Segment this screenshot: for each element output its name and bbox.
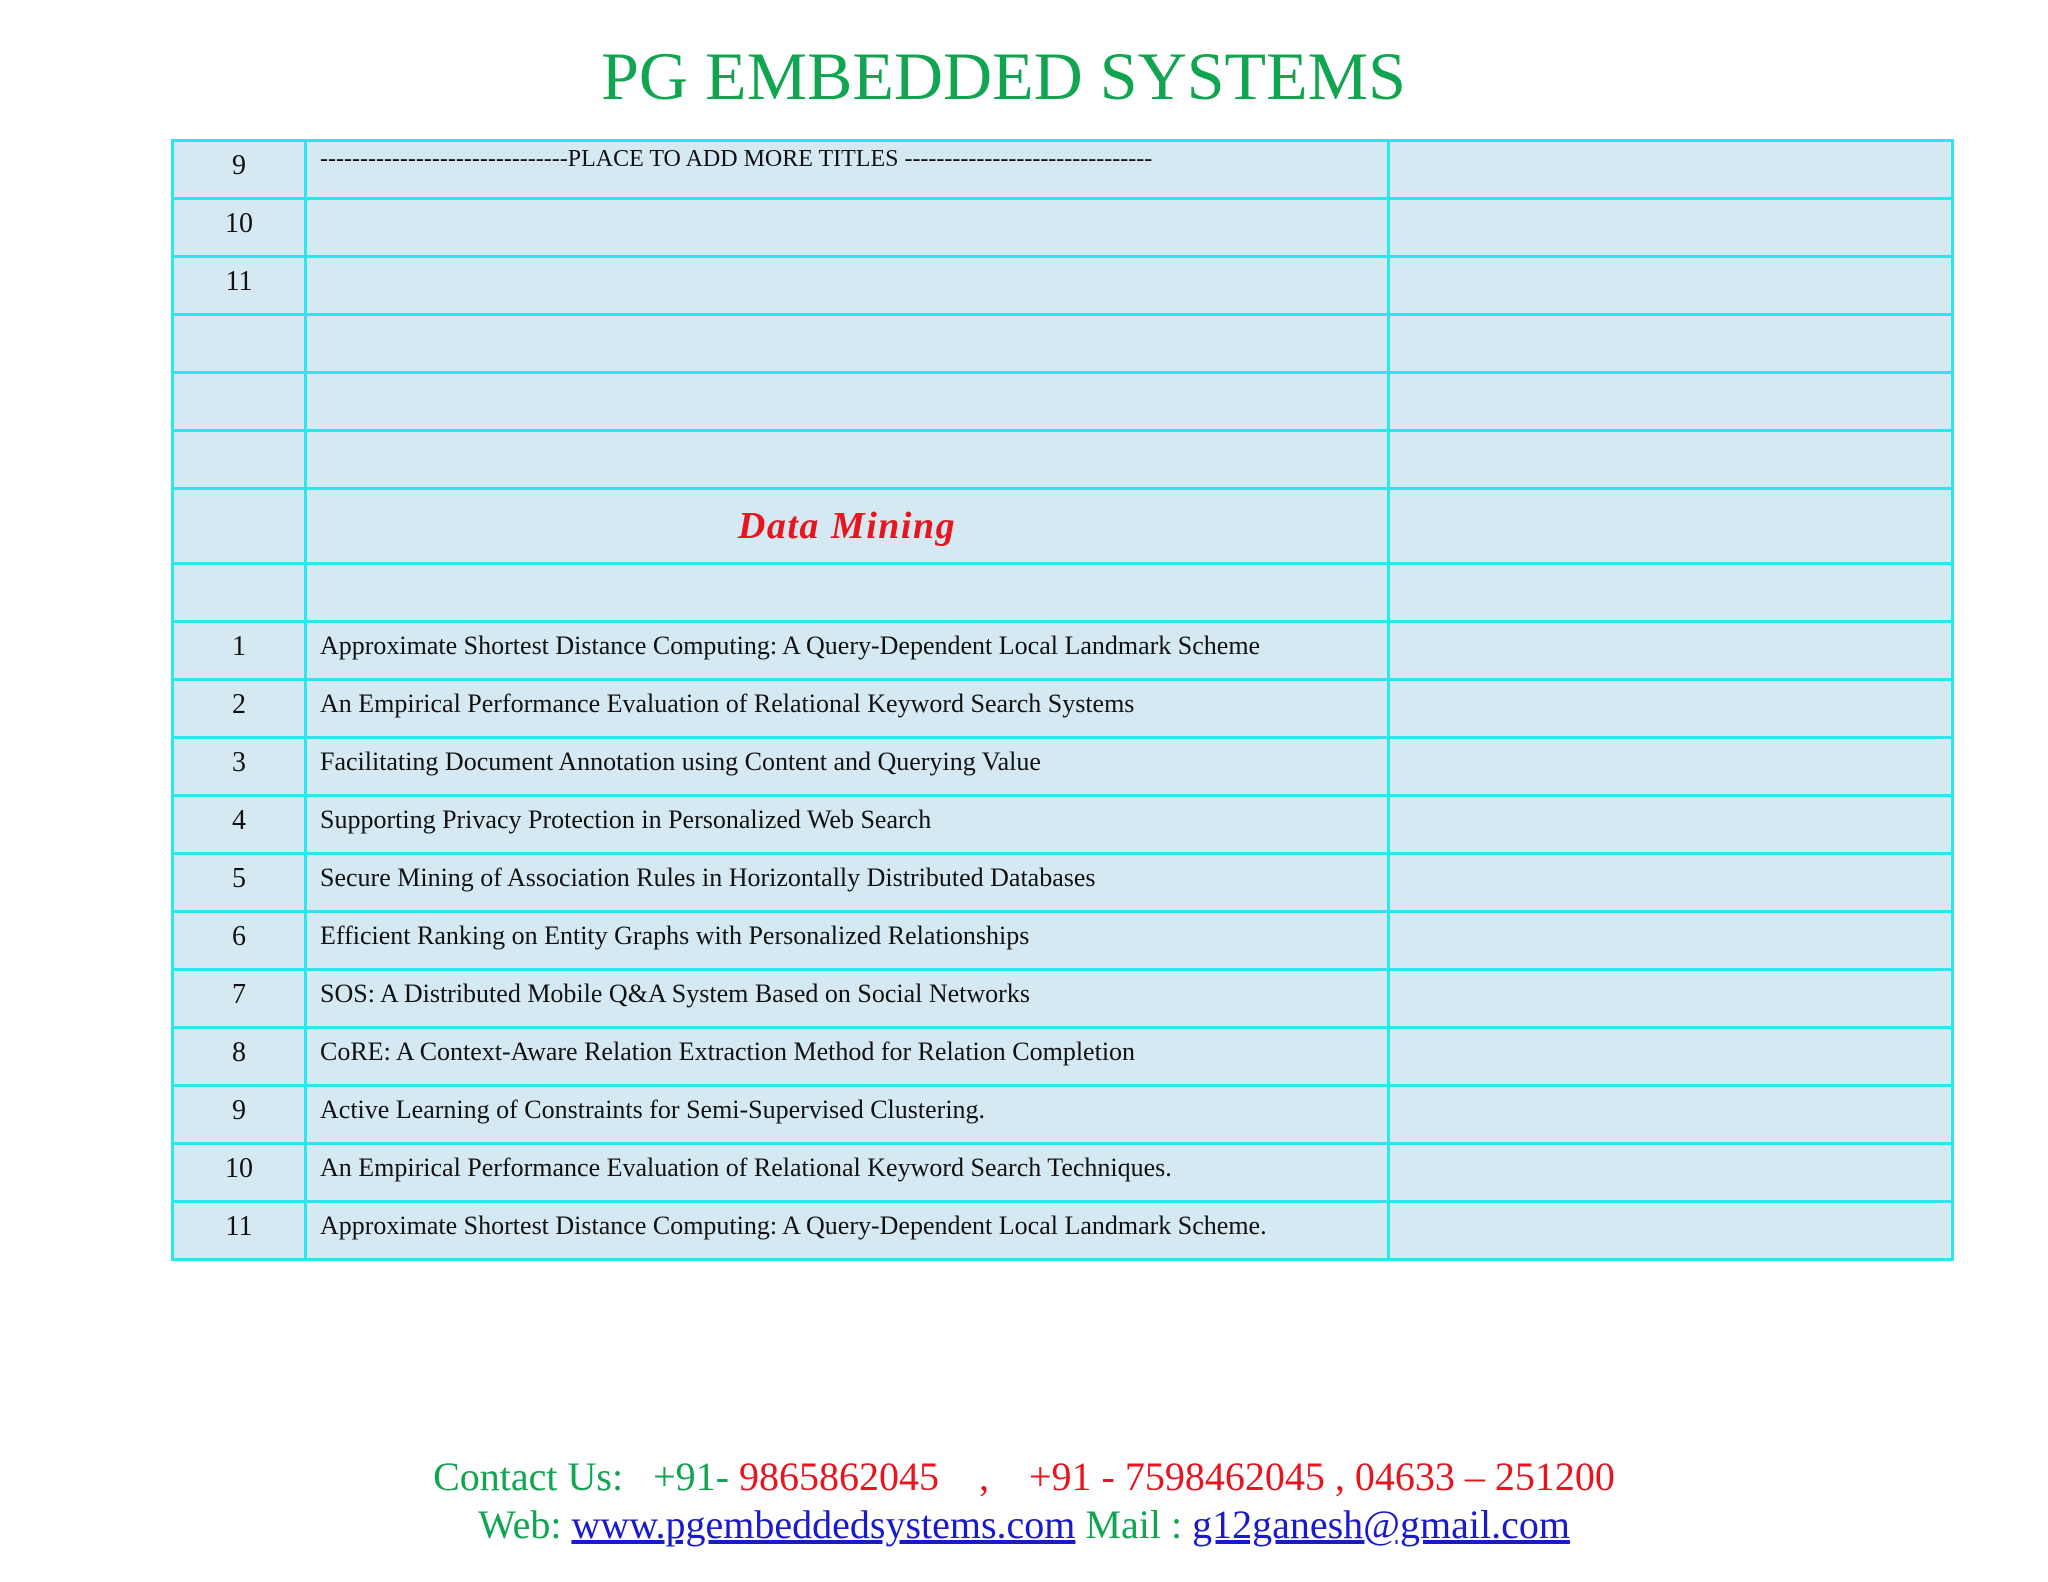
row-number: 6	[173, 912, 306, 970]
email-link[interactable]: g12ganesh@gmail.com	[1192, 1502, 1570, 1547]
empty-cell	[1389, 199, 1953, 257]
empty-cell	[1389, 970, 1953, 1028]
project-title: An Empirical Performance Evaluation of Relational Keyword Search Systems	[306, 680, 1389, 738]
empty-cell	[1389, 1028, 1953, 1086]
mail-label: Mail :	[1085, 1502, 1183, 1547]
empty-cell	[1389, 622, 1953, 680]
project-title: Secure Mining of Association Rules in Horizontally Distributed Databases	[306, 854, 1389, 912]
row-number: 10	[173, 199, 306, 257]
empty-cell	[1389, 373, 1953, 431]
website-link[interactable]: www.pgembeddedsystems.com	[571, 1502, 1076, 1547]
table-row	[173, 970, 1953, 1028]
table-row	[173, 796, 1953, 854]
project-title: SOS: A Distributed Mobile Q&A System Based on Social Networks	[306, 970, 1389, 1028]
project-title: CoRE: A Context-Aware Relation Extraction Method for Relation Completion	[306, 1028, 1389, 1086]
phone-separator: ,	[978, 1454, 989, 1499]
row-number: 9	[173, 141, 306, 199]
table-row	[173, 854, 1953, 912]
table-row	[173, 912, 1953, 970]
project-title	[306, 315, 1389, 373]
empty-cell	[1389, 141, 1953, 199]
empty-cell	[1389, 1086, 1953, 1144]
row-number: 5	[173, 854, 306, 912]
row-number: 9	[173, 1086, 306, 1144]
table-row	[173, 1028, 1953, 1086]
row-number: 11	[173, 1202, 306, 1260]
project-titles-body	[173, 141, 1953, 1260]
table-row	[173, 564, 1953, 622]
project-title	[306, 199, 1389, 257]
phone-prefix: +91-	[653, 1454, 729, 1499]
row-number: 8	[173, 1028, 306, 1086]
web-line	[0, 1501, 2048, 1549]
row-number	[173, 431, 306, 489]
empty-cell	[1389, 680, 1953, 738]
table-row	[173, 622, 1953, 680]
web-label: Web:	[478, 1502, 562, 1547]
project-titles-table	[171, 139, 1954, 1261]
project-title	[306, 373, 1389, 431]
row-number: 4	[173, 796, 306, 854]
project-title: Facilitating Document Annotation using Content and Querying Value	[306, 738, 1389, 796]
empty-cell	[1389, 431, 1953, 489]
empty-cell	[1389, 1144, 1953, 1202]
contact-label: Contact Us:	[433, 1454, 624, 1499]
empty-cell	[1389, 564, 1953, 622]
row-number: 3	[173, 738, 306, 796]
project-title: Approximate Shortest Distance Computing: A Query-Dependent Local Landmark Scheme.	[306, 1202, 1389, 1260]
phone-number-2: +91 - 7598462045 , 04633 – 251200	[1028, 1454, 1615, 1499]
table-row	[173, 257, 1953, 315]
row-number	[173, 564, 306, 622]
table-row	[173, 141, 1953, 199]
table-row	[173, 315, 1953, 373]
project-title: Supporting Privacy Protection in Personalized Web Search	[306, 796, 1389, 854]
page-title: PG EMBEDDED SYSTEMS	[601, 38, 1406, 114]
empty-cell	[1389, 912, 1953, 970]
empty-cell	[1389, 1202, 1953, 1260]
row-number: 11	[173, 257, 306, 315]
contact-line	[0, 1453, 2048, 1501]
project-title: An Empirical Performance Evaluation of Relational Keyword Search Techniques.	[306, 1144, 1389, 1202]
row-number: 1	[173, 622, 306, 680]
project-title	[306, 257, 1389, 315]
table-row	[173, 1086, 1953, 1144]
section-title: Data Mining	[306, 489, 1389, 564]
project-title: Efficient Ranking on Entity Graphs with Personalized Relationships	[306, 912, 1389, 970]
project-title: Active Learning of Constraints for Semi-Supervised Clustering.	[306, 1086, 1389, 1144]
project-title: -------------------------------PLACE TO ADD MORE TITLES -------------------------------	[306, 141, 1389, 199]
project-title	[306, 564, 1389, 622]
empty-cell	[1389, 738, 1953, 796]
table-row	[173, 373, 1953, 431]
project-title	[306, 431, 1389, 489]
table-row	[173, 1202, 1953, 1260]
empty-cell	[1389, 315, 1953, 373]
empty-cell	[1389, 854, 1953, 912]
project-title: Approximate Shortest Distance Computing: A Query-Dependent Local Landmark Scheme	[306, 622, 1389, 680]
empty-cell	[1389, 489, 1953, 564]
row-number	[173, 315, 306, 373]
row-number	[173, 489, 306, 564]
empty-cell	[1389, 796, 1953, 854]
table-row	[173, 680, 1953, 738]
table-row	[173, 1144, 1953, 1202]
row-number: 10	[173, 1144, 306, 1202]
table-row	[173, 199, 1953, 257]
table-row	[173, 738, 1953, 796]
section-header-row	[173, 489, 1953, 564]
table-row	[173, 431, 1953, 489]
phone-number-1: 9865862045	[738, 1454, 939, 1499]
row-number: 2	[173, 680, 306, 738]
empty-cell	[1389, 257, 1953, 315]
row-number	[173, 373, 306, 431]
row-number: 7	[173, 970, 306, 1028]
